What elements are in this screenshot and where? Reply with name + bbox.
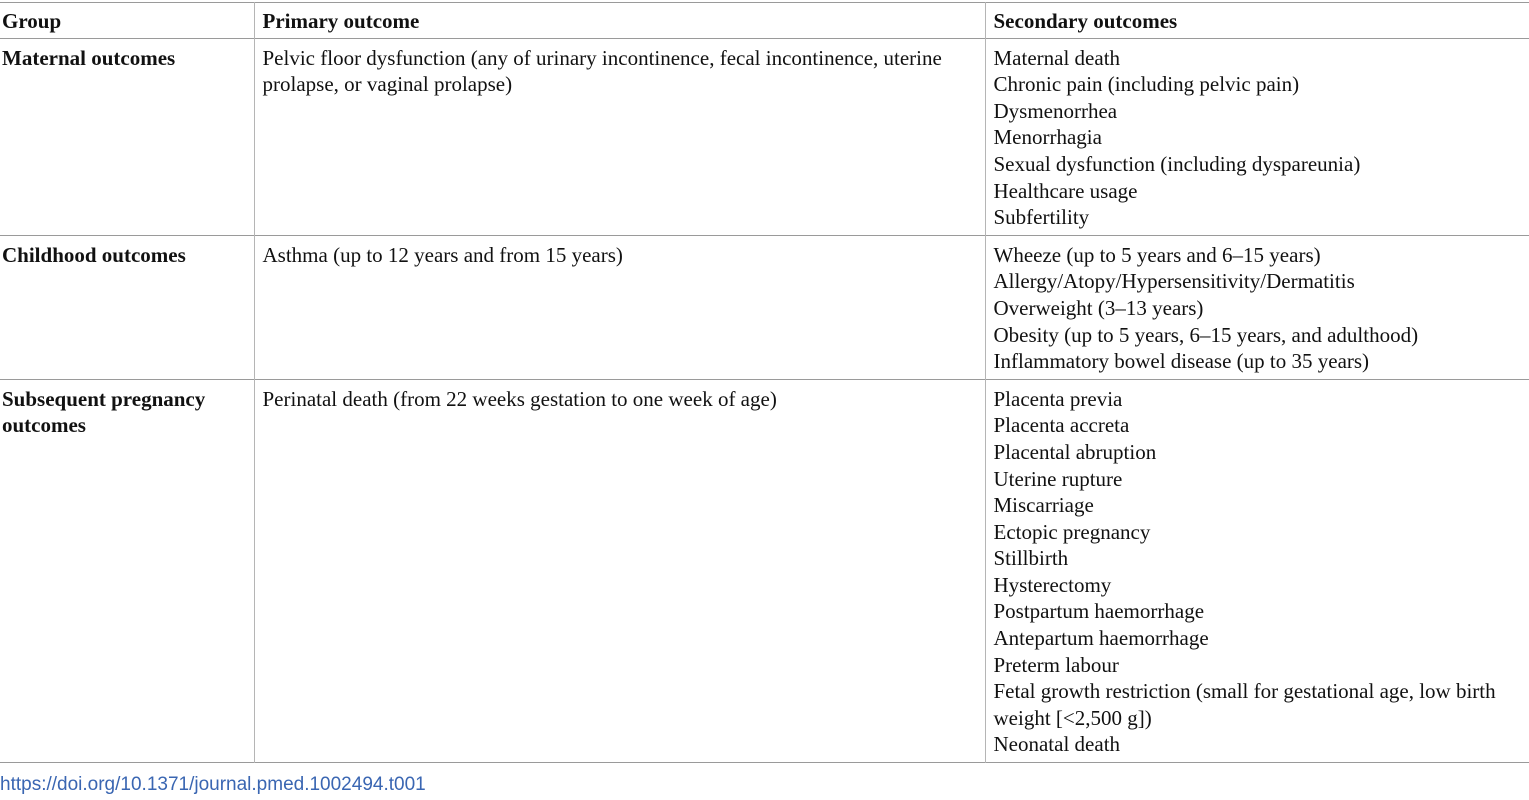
outcomes-table (0, 2, 1529, 763)
secondary-outcomes-cell (985, 38, 1529, 235)
list-item: Dysmenorrhea (993, 98, 1118, 123)
list-item: Hysterectomy (993, 572, 1112, 597)
header-group: Group (2, 9, 62, 33)
list-item: Placenta previa (993, 386, 1123, 411)
group-cell: Childhood outcomes (2, 242, 186, 267)
secondary-outcomes-list (994, 242, 1528, 375)
list-item: Subfertility (993, 205, 1090, 230)
secondary-outcomes-list (994, 45, 1528, 231)
primary-outcome-cell: Perinatal death (from 22 weeks gestation to one week of age) (254, 379, 985, 762)
doi-link[interactable]: https://doi.org/10.1371/journal.pmed.1002494.t001 (0, 774, 426, 795)
primary-outcome-cell: Pelvic floor dysfunction (any of urinary incontinence, fecal incontinence, uterine prolapse, or vaginal prolapse) (254, 38, 985, 235)
list-item: Fetal growth restriction (small for gestational age, low birth weight [<2,500 g]) (993, 679, 1496, 730)
table-row-maternal (0, 38, 1529, 235)
list-item: Obesity (up to 5 years, 6–15 years, and adulthood) (993, 322, 1419, 347)
list-item: Antepartum haemorrhage (993, 626, 1209, 651)
list-item: Ectopic pregnancy (993, 519, 1151, 544)
group-cell: Maternal outcomes (2, 45, 176, 70)
list-item: Preterm labour (993, 652, 1119, 677)
list-item: Miscarriage (993, 493, 1094, 518)
header-secondary-outcomes: Secondary outcomes (985, 3, 1529, 39)
list-item: Menorrhagia (993, 125, 1102, 150)
list-item: Wheeze (up to 5 years and 6–15 years) (993, 242, 1321, 267)
list-item: Maternal death (993, 45, 1121, 70)
list-item: Stillbirth (993, 546, 1069, 571)
list-item: Inflammatory bowel disease (up to 35 years) (993, 349, 1370, 374)
group-cell: Subsequent pregnancy outcomes (2, 386, 206, 438)
list-item: Sexual dysfunction (including dyspareunia) (993, 151, 1361, 176)
header-primary-outcome: Primary outcome (254, 3, 985, 39)
table-row-childhood (0, 235, 1529, 379)
list-item: Chronic pain (including pelvic pain) (993, 72, 1300, 97)
list-item: Healthcare usage (993, 178, 1138, 203)
secondary-outcomes-cell (985, 379, 1529, 762)
list-item: Placental abruption (993, 439, 1157, 464)
list-item: Neonatal death (993, 732, 1121, 757)
list-item: Allergy/Atopy/Hypersensitivity/Dermatitis (993, 269, 1355, 294)
table-row-subsequent-pregnancy (0, 379, 1529, 762)
primary-outcome-cell: Asthma (up to 12 years and from 15 years) (254, 235, 985, 379)
list-item: Placenta accreta (993, 413, 1130, 438)
list-item: Postpartum haemorrhage (993, 599, 1205, 624)
secondary-outcomes-cell (985, 235, 1529, 379)
secondary-outcomes-list (994, 386, 1528, 758)
header-row (0, 3, 1529, 39)
list-item: Uterine rupture (993, 466, 1123, 491)
list-item: Overweight (3–13 years) (993, 295, 1204, 320)
